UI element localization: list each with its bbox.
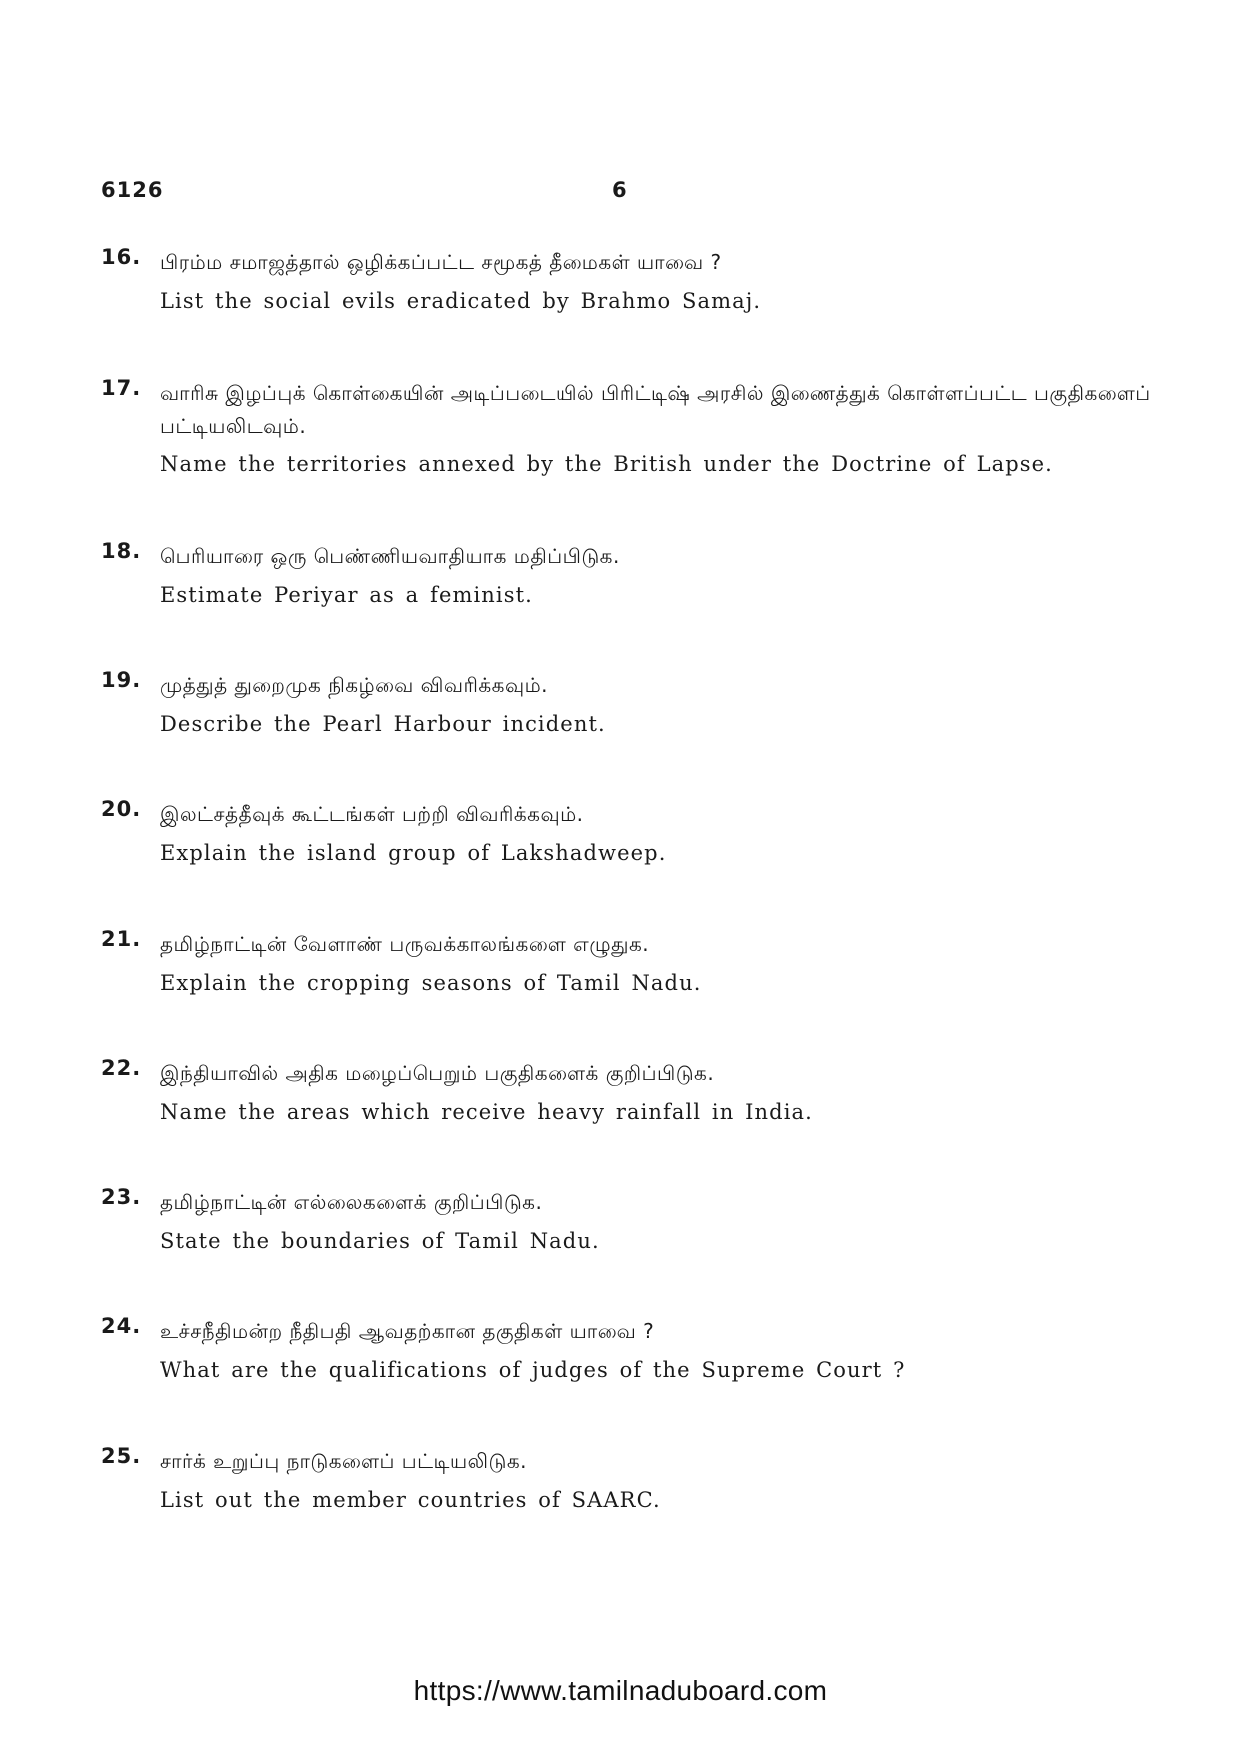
question-tamil-text: தமிழ்நாட்டின் எல்லைகளைக் குறிப்பிடுக. (160, 1190, 543, 1214)
question-number: 19. (101, 668, 142, 692)
question-tamil-text: பெரியாரை ஒரு பெண்ணியவாதியாக மதிப்பிடுக. (160, 544, 620, 568)
question-number: 18. (101, 539, 142, 563)
question-number: 20. (101, 797, 142, 821)
question-english-text: Estimate Periyar as a feminist. (160, 583, 533, 607)
question-english-text: List the social evils eradicated by Brahmo Samaj. (160, 289, 762, 313)
question-english-text: Name the territories annexed by the British under the Doctrine of Lapse. (160, 452, 1053, 476)
question-number: 24. (101, 1314, 142, 1338)
question-number: 21. (101, 927, 142, 951)
question-english-text: Explain the island group of Lakshadweep. (160, 841, 667, 865)
question-tamil-text: உச்சநீதிமன்ற நீதிபதி ஆவதற்கான தகுதிகள் யாவை ? (160, 1319, 655, 1343)
question-tamil-text: வாரிசு இழப்புக் கொள்கையின் அடிப்படையில் பிரிட்டிஷ் அரசில் இணைத்துக் கொள்ளப்பட்ட பகுதிகளைப் பட்டியலிடவும். (160, 381, 1151, 438)
question-english-text: What are the qualifications of judges of the Supreme Court ? (160, 1358, 906, 1382)
footer-website-url: https://www.tamilnaduboard.com (413, 1675, 828, 1706)
question-tamil-text: இந்தியாவில் அதிக மழைப்பெறும் பகுதிகளைக் குறிப்பிடுக. (160, 1061, 715, 1085)
question-number: 16. (101, 245, 142, 269)
question-number: 25. (101, 1444, 142, 1468)
question-tamil-text: இலட்சத்தீவுக் கூட்டங்கள் பற்றி விவரிக்கவும். (160, 802, 584, 826)
question-number: 17. (101, 376, 142, 400)
question-number: 22. (101, 1056, 142, 1080)
question-tamil-text: முத்துத் துறைமுக நிகழ்வை விவரிக்கவும். (160, 673, 549, 697)
question-english-text: State the boundaries of Tamil Nadu. (160, 1229, 600, 1253)
paper-code: 6126 (101, 178, 164, 202)
question-english-text: Explain the cropping seasons of Tamil Nadu. (160, 971, 702, 995)
question-english-text: Name the areas which receive heavy rainfall in India. (160, 1100, 813, 1124)
page-number: 6 (612, 178, 627, 202)
question-tamil-text: தமிழ்நாட்டின் வேளாண் பருவக்காலங்களை எழுதுக. (160, 932, 650, 956)
question-english-text: Describe the Pearl Harbour incident. (160, 712, 606, 736)
question-number: 23. (101, 1185, 142, 1209)
question-tamil-text: சார்க் உறுப்பு நாடுகளைப் பட்டியலிடுக. (160, 1449, 527, 1473)
question-tamil-text: பிரம்ம சமாஜத்தால் ஒழிக்கப்பட்ட சமூகத் தீமைகள் யாவை ? (160, 250, 722, 274)
question-english-text: List out the member countries of SAARC. (160, 1488, 661, 1512)
